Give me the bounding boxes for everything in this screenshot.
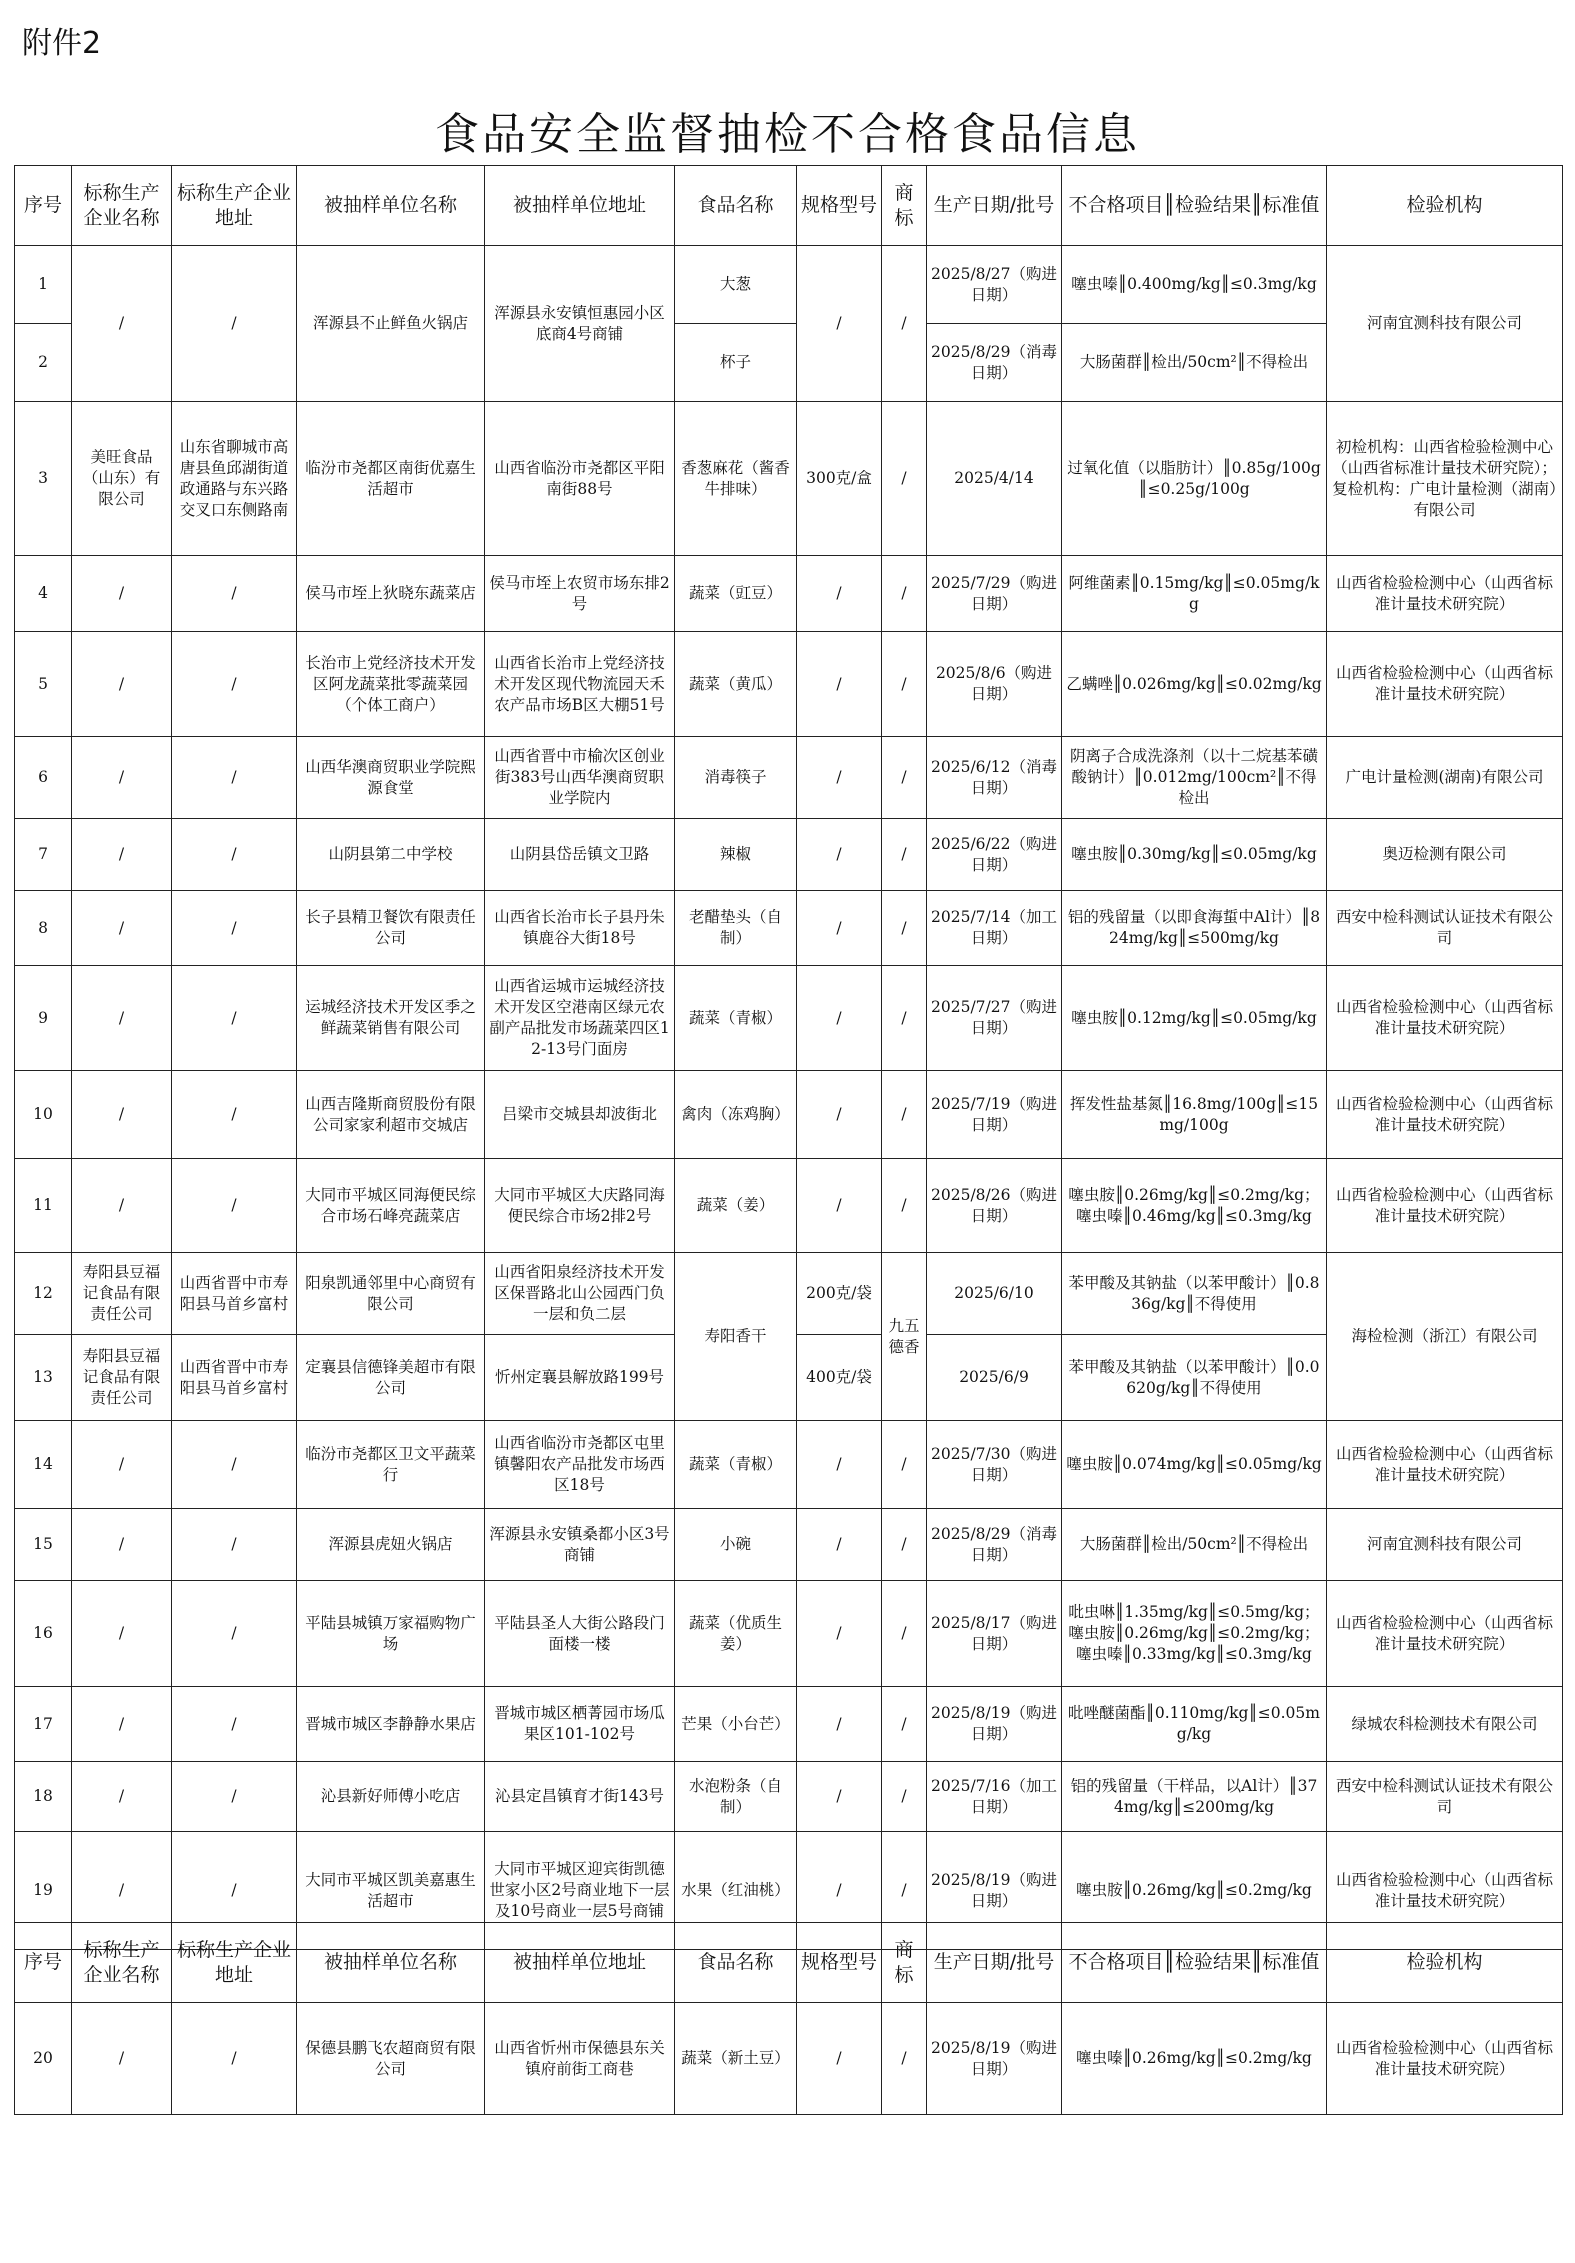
item-cell: 噻虫胺║0.12mg/kg║≤0.05mg/kg: [1062, 966, 1327, 1071]
company-addr-cell: /: [172, 1832, 297, 1950]
header-cell: 商标: [882, 1923, 927, 2003]
food-cell: 消毒筷子: [675, 737, 797, 819]
company-addr-cell: /: [172, 2003, 297, 2115]
table-row: [15, 1071, 1563, 1159]
food-cell: 蔬菜（新土豆）: [675, 2003, 797, 2115]
item-cell: 过氧化值（以脂肪计）║0.85g/100g║≤0.25g/100g: [1062, 402, 1327, 556]
brand-cell: /: [882, 1421, 927, 1509]
date-cell: 2025/6/12（消毒日期）: [927, 737, 1062, 819]
unit-cell: 大同市平城区凯美嘉惠生活超市: [297, 1832, 485, 1950]
unit-cell: 临汾市尧都区南街优嘉生活超市: [297, 402, 485, 556]
lab-cell: 山西省检验检测中心（山西省标准计量技术研究院）: [1327, 1832, 1563, 1950]
company-cell: /: [72, 2003, 172, 2115]
row-no: 15: [15, 1509, 72, 1581]
brand-cell: /: [882, 1762, 927, 1832]
item-cell: 铝的残留量（干样品，以Al计）║374mg/kg║≤200mg/kg: [1062, 1762, 1327, 1832]
item-cell: 噻虫嗪║0.26mg/kg║≤0.2mg/kg: [1062, 2003, 1327, 2115]
company-addr-cell: 山西省晋中市寿阳县马首乡富村: [172, 1335, 297, 1421]
header-cell: 标称生产企业名称: [72, 1923, 172, 2003]
header-cell: 标称生产企业地址: [172, 1923, 297, 2003]
date-cell: 2025/8/19（购进日期）: [927, 1687, 1062, 1762]
header-cell: 食品名称: [675, 1923, 797, 2003]
unit-addr-cell: 大同市平城区大庆路同海便民综合市场2排2号: [485, 1159, 675, 1253]
food-cell: 蔬菜（豇豆）: [675, 556, 797, 632]
unit-cell: 阳泉凯通邻里中心商贸有限公司: [297, 1253, 485, 1335]
company-cell: /: [72, 819, 172, 891]
date-cell: 2025/8/17（购进日期）: [927, 1581, 1062, 1687]
company-cell: /: [72, 1762, 172, 1832]
unit-cell: 定襄县信德锋美超市有限公司: [297, 1335, 485, 1421]
header-cell: 序号: [15, 166, 72, 246]
company-cell: /: [72, 1071, 172, 1159]
table-row: [15, 819, 1563, 891]
item-cell: 噻虫胺║0.26mg/kg║≤0.2mg/kg: [1062, 1832, 1327, 1950]
row-no: 1: [15, 246, 72, 324]
unit-cell: 侯马市垤上狄晓东蔬菜店: [297, 556, 485, 632]
company-addr-cell: /: [172, 1071, 297, 1159]
table-row: [15, 737, 1563, 819]
header-cell: 规格型号: [797, 166, 882, 246]
spec-cell: /: [797, 632, 882, 737]
company-addr-cell: /: [172, 632, 297, 737]
inspection-table-continued: [14, 1922, 1563, 2115]
header-cell: 规格型号: [797, 1923, 882, 2003]
company-cell: /: [72, 1421, 172, 1509]
unit-addr-cell: 吕梁市交城县却波街北: [485, 1071, 675, 1159]
item-cell: 噻虫嗪║0.400mg/kg║≤0.3mg/kg: [1062, 246, 1327, 324]
table-row: [15, 1687, 1563, 1762]
unit-cell: 长子县精卫餐饮有限责任公司: [297, 891, 485, 966]
item-cell: 吡唑醚菌酯║0.110mg/kg║≤0.05mg/kg: [1062, 1687, 1327, 1762]
unit-addr-cell: 山西省临汾市尧都区平阳南街88号: [485, 402, 675, 556]
unit-addr-cell: 沁县定昌镇育才街143号: [485, 1762, 675, 1832]
lab-cell: 河南宜测科技有限公司: [1327, 1509, 1563, 1581]
food-cell: 水果（红油桃）: [675, 1832, 797, 1950]
date-cell: 2025/8/29（消毒日期）: [927, 324, 1062, 402]
row-no: 18: [15, 1762, 72, 1832]
brand-cell: /: [882, 1832, 927, 1950]
spec-cell: /: [797, 246, 882, 402]
page-title: 食品安全监督抽检不合格食品信息: [435, 109, 1140, 160]
row-no: 11: [15, 1159, 72, 1253]
unit-addr-cell: 浑源县永安镇桑都小区3号商铺: [485, 1509, 675, 1581]
brand-cell: /: [882, 2003, 927, 2115]
company-addr-cell: /: [172, 966, 297, 1071]
date-cell: 2025/7/27（购进日期）: [927, 966, 1062, 1071]
spec-cell: 400克/袋: [797, 1335, 882, 1421]
spec-cell: /: [797, 1071, 882, 1159]
lab-cell: 西安中检科测试认证技术有限公司: [1327, 1762, 1563, 1832]
item-cell: 铝的残留量（以即食海蜇中Al计）║824mg/kg║≤500mg/kg: [1062, 891, 1327, 966]
food-cell: 老醋垫头（自制）: [675, 891, 797, 966]
lab-cell: 山西省检验检测中心（山西省标准计量技术研究院）: [1327, 1071, 1563, 1159]
lab-cell: 初检机构：山西省检验检测中心（山西省标准计量技术研究院）；复检机构：广电计量检测（湖南）有限公司: [1327, 402, 1563, 556]
attachment-label: 附件2: [22, 26, 102, 61]
lab-cell: 山西省检验检测中心（山西省标准计量技术研究院）: [1327, 2003, 1563, 2115]
brand-cell: /: [882, 1159, 927, 1253]
company-cell: /: [72, 246, 172, 402]
unit-cell: 平陆县城镇万家福购物广场: [297, 1581, 485, 1687]
table-row: [15, 966, 1563, 1071]
company-addr-cell: /: [172, 1421, 297, 1509]
header-cell: 被抽样单位名称: [297, 166, 485, 246]
date-cell: 2025/8/19（购进日期）: [927, 1832, 1062, 1950]
company-cell: /: [72, 1509, 172, 1581]
row-no: 2: [15, 324, 72, 402]
unit-addr-cell: 大同市平城区迎宾街凯德世家小区2号商业地下一层及10号商业一层5号商铺: [485, 1832, 675, 1950]
date-cell: 2025/6/22（购进日期）: [927, 819, 1062, 891]
company-addr-cell: 山西省晋中市寿阳县马首乡富村: [172, 1253, 297, 1335]
company-cell: /: [72, 1832, 172, 1950]
unit-cell: 山西吉隆斯商贸股份有限公司家家利超市交城店: [297, 1071, 485, 1159]
row-no: 19: [15, 1832, 72, 1950]
food-cell: 蔬菜（姜）: [675, 1159, 797, 1253]
row-no: 16: [15, 1581, 72, 1687]
table-row: [15, 2003, 1563, 2115]
spec-cell: /: [797, 1762, 882, 1832]
company-cell: /: [72, 737, 172, 819]
unit-addr-cell: 浑源县永安镇恒惠园小区底商4号商铺: [485, 246, 675, 402]
spec-cell: /: [797, 1687, 882, 1762]
lab-cell: 山西省检验检测中心（山西省标准计量技术研究院）: [1327, 632, 1563, 737]
item-cell: 大肠菌群║检出/50cm²║不得检出: [1062, 324, 1327, 402]
company-addr-cell: /: [172, 556, 297, 632]
unit-addr-cell: 山西省长治市长子县丹朱镇鹿谷大街18号: [485, 891, 675, 966]
date-cell: 2025/7/19（购进日期）: [927, 1071, 1062, 1159]
row-no: 5: [15, 632, 72, 737]
table-row: [15, 246, 1563, 324]
unit-cell: 运城经济技术开发区季之鲜蔬菜销售有限公司: [297, 966, 485, 1071]
spec-cell: /: [797, 891, 882, 966]
item-cell: 苯甲酸及其钠盐（以苯甲酸计）║0.0620g/kg║不得使用: [1062, 1335, 1327, 1421]
date-cell: 2025/7/14（加工日期）: [927, 891, 1062, 966]
table-row: [15, 1421, 1563, 1509]
company-cell: /: [72, 556, 172, 632]
item-cell: 苯甲酸及其钠盐（以苯甲酸计）║0.836g/kg║不得使用: [1062, 1253, 1327, 1335]
lab-cell: 山西省检验检测中心（山西省标准计量技术研究院）: [1327, 1159, 1563, 1253]
brand-cell: /: [882, 402, 927, 556]
company-addr-cell: /: [172, 819, 297, 891]
table-row: [15, 1159, 1563, 1253]
lab-cell: 广电计量检测(湖南)有限公司: [1327, 737, 1563, 819]
food-cell: 杯子: [675, 324, 797, 402]
row-no: 13: [15, 1335, 72, 1421]
unit-cell: 山西华澳商贸职业学院熙源食堂: [297, 737, 485, 819]
brand-cell: /: [882, 1581, 927, 1687]
spec-cell: /: [797, 1581, 882, 1687]
table-row: [15, 556, 1563, 632]
item-cell: 噻虫胺║0.30mg/kg║≤0.05mg/kg: [1062, 819, 1327, 891]
food-cell: 蔬菜（黄瓜）: [675, 632, 797, 737]
header-cell: 标称生产企业名称: [72, 166, 172, 246]
company-cell: /: [72, 1581, 172, 1687]
brand-cell: 九五德香: [882, 1253, 927, 1421]
date-cell: 2025/7/16（加工日期）: [927, 1762, 1062, 1832]
lab-cell: 河南宜测科技有限公司: [1327, 246, 1563, 402]
table-row: [15, 1253, 1563, 1335]
date-cell: 2025/6/9: [927, 1335, 1062, 1421]
header-cell: 检验机构: [1327, 1923, 1563, 2003]
item-cell: 大肠菌群║检出/50cm²║不得检出: [1062, 1509, 1327, 1581]
date-cell: 2025/8/26（购进日期）: [927, 1159, 1062, 1253]
unit-cell: 浑源县不止鲜鱼火锅店: [297, 246, 485, 402]
unit-cell: 沁县新好师傅小吃店: [297, 1762, 485, 1832]
item-cell: 挥发性盐基氮║16.8mg/100g║≤15mg/100g: [1062, 1071, 1327, 1159]
spec-cell: /: [797, 1509, 882, 1581]
spec-cell: /: [797, 966, 882, 1071]
company-addr-cell: /: [172, 891, 297, 966]
unit-addr-cell: 平陆县圣人大街公路段门面楼一楼: [485, 1581, 675, 1687]
spec-cell: /: [797, 556, 882, 632]
item-cell: 乙螨唑║0.026mg/kg║≤0.02mg/kg: [1062, 632, 1327, 737]
header-cell: 生产日期/批号: [927, 1923, 1062, 2003]
brand-cell: /: [882, 246, 927, 402]
date-cell: 2025/4/14: [927, 402, 1062, 556]
spec-cell: /: [797, 1832, 882, 1950]
unit-addr-cell: 山西省阳泉经济技术开发区保晋路北山公园西门负一层和负二层: [485, 1253, 675, 1335]
date-cell: 2025/7/29（购进日期）: [927, 556, 1062, 632]
table-row: [15, 1509, 1563, 1581]
food-cell: 寿阳香干: [675, 1253, 797, 1421]
unit-addr-cell: 山西省晋中市榆次区创业街383号山西华澳商贸职业学院内: [485, 737, 675, 819]
unit-cell: 保德县鹏飞农超商贸有限公司: [297, 2003, 485, 2115]
date-cell: 2025/6/10: [927, 1253, 1062, 1335]
brand-cell: /: [882, 632, 927, 737]
company-cell: 寿阳县豆福记食品有限责任公司: [72, 1335, 172, 1421]
brand-cell: /: [882, 966, 927, 1071]
company-addr-cell: /: [172, 1509, 297, 1581]
item-cell: 阴离子合成洗涤剂（以十二烷基苯磺酸钠计）║0.012mg/100cm²║不得检出: [1062, 737, 1327, 819]
company-cell: 寿阳县豆福记食品有限责任公司: [72, 1253, 172, 1335]
row-no: 4: [15, 556, 72, 632]
unit-cell: 山阴县第二中学校: [297, 819, 485, 891]
unit-addr-cell: 山西省运城市运城经济技术开发区空港南区绿元农副产品批发市场蔬菜四区12-13号门面房: [485, 966, 675, 1071]
spec-cell: /: [797, 1421, 882, 1509]
food-cell: 辣椒: [675, 819, 797, 891]
brand-cell: /: [882, 556, 927, 632]
table-row: [15, 1581, 1563, 1687]
unit-addr-cell: 山西省长治市上党经济技术开发区现代物流园天禾农产品市场B区大棚51号: [485, 632, 675, 737]
table-header-row: [15, 166, 1563, 246]
food-cell: 香葱麻花（酱香牛排味）: [675, 402, 797, 556]
date-cell: 2025/8/19（购进日期）: [927, 2003, 1062, 2115]
company-cell: /: [72, 891, 172, 966]
table-row: [15, 891, 1563, 966]
company-cell: /: [72, 632, 172, 737]
date-cell: 2025/8/27（购进日期）: [927, 246, 1062, 324]
date-cell: 2025/7/30（购进日期）: [927, 1421, 1062, 1509]
unit-cell: 临汾市尧都区卫文平蔬菜行: [297, 1421, 485, 1509]
header-cell: 标称生产企业地址: [172, 166, 297, 246]
header-cell: 不合格项目║检验结果║标准值: [1062, 1923, 1327, 2003]
food-cell: 水泡粉条（自制）: [675, 1762, 797, 1832]
food-cell: 大葱: [675, 246, 797, 324]
lab-cell: 绿城农科检测技术有限公司: [1327, 1687, 1563, 1762]
company-addr-cell: /: [172, 1581, 297, 1687]
item-cell: 噻虫胺║0.074mg/kg║≤0.05mg/kg: [1062, 1421, 1327, 1509]
unit-addr-cell: 山西省临汾市尧都区屯里镇馨阳农产品批发市场西区18号: [485, 1421, 675, 1509]
spec-cell: /: [797, 737, 882, 819]
header-cell: 被抽样单位地址: [485, 1923, 675, 2003]
lab-cell: 西安中检科测试认证技术有限公司: [1327, 891, 1563, 966]
table-row: [15, 632, 1563, 737]
row-no: 3: [15, 402, 72, 556]
company-cell: /: [72, 1687, 172, 1762]
company-cell: /: [72, 1159, 172, 1253]
spec-cell: /: [797, 1159, 882, 1253]
spec-cell: 300克/盒: [797, 402, 882, 556]
unit-addr-cell: 晋城市城区栖菁园市场瓜果区101-102号: [485, 1687, 675, 1762]
food-cell: 蔬菜（青椒）: [675, 1421, 797, 1509]
table-header-row: [15, 1923, 1563, 2003]
header-cell: 不合格项目║检验结果║标准值: [1062, 166, 1327, 246]
brand-cell: /: [882, 819, 927, 891]
company-addr-cell: /: [172, 737, 297, 819]
row-no: 10: [15, 1071, 72, 1159]
spec-cell: /: [797, 819, 882, 891]
lab-cell: 山西省检验检测中心（山西省标准计量技术研究院）: [1327, 1421, 1563, 1509]
date-cell: 2025/8/29（消毒日期）: [927, 1509, 1062, 1581]
item-cell: 吡虫啉║1.35mg/kg║≤0.5mg/kg；噻虫胺║0.26mg/kg║≤0.2mg/kg；噻虫嗪║0.33mg/kg║≤0.3mg/kg: [1062, 1581, 1327, 1687]
row-no: 7: [15, 819, 72, 891]
header-cell: 被抽样单位地址: [485, 166, 675, 246]
brand-cell: /: [882, 1071, 927, 1159]
company-addr-cell: /: [172, 1687, 297, 1762]
brand-cell: /: [882, 737, 927, 819]
unit-cell: 大同市平城区同海便民综合市场石峰亮蔬菜店: [297, 1159, 485, 1253]
spec-cell: 200克/袋: [797, 1253, 882, 1335]
food-cell: 蔬菜（优质生姜）: [675, 1581, 797, 1687]
row-no: 17: [15, 1687, 72, 1762]
company-addr-cell: /: [172, 1762, 297, 1832]
lab-cell: 奥迈检测有限公司: [1327, 819, 1563, 891]
header-cell: 商标: [882, 166, 927, 246]
row-no: 20: [15, 2003, 72, 2115]
unit-addr-cell: 山西省忻州市保德县东关镇府前街工商巷: [485, 2003, 675, 2115]
inspection-table: [14, 165, 1563, 1950]
food-cell: 小碗: [675, 1509, 797, 1581]
header-cell: 食品名称: [675, 166, 797, 246]
company-cell: 美旺食品（山东）有限公司: [72, 402, 172, 556]
date-cell: 2025/8/6（购进日期）: [927, 632, 1062, 737]
table-row: [15, 1762, 1563, 1832]
spec-cell: /: [797, 2003, 882, 2115]
brand-cell: /: [882, 1687, 927, 1762]
lab-cell: 山西省检验检测中心（山西省标准计量技术研究院）: [1327, 556, 1563, 632]
header-cell: 序号: [15, 1923, 72, 2003]
food-cell: 蔬菜（青椒）: [675, 966, 797, 1071]
brand-cell: /: [882, 1509, 927, 1581]
row-no: 9: [15, 966, 72, 1071]
unit-cell: 晋城市城区李静静水果店: [297, 1687, 485, 1762]
unit-cell: 浑源县虎妞火锅店: [297, 1509, 485, 1581]
item-cell: 阿维菌素║0.15mg/kg║≤0.05mg/kg: [1062, 556, 1327, 632]
company-addr-cell: /: [172, 246, 297, 402]
lab-cell: 山西省检验检测中心（山西省标准计量技术研究院）: [1327, 1581, 1563, 1687]
row-no: 8: [15, 891, 72, 966]
lab-cell: 海检检测（浙江）有限公司: [1327, 1253, 1563, 1421]
unit-addr-cell: 山阴县岱岳镇文卫路: [485, 819, 675, 891]
company-cell: /: [72, 966, 172, 1071]
food-cell: 芒果（小台芒）: [675, 1687, 797, 1762]
company-addr-cell: 山东省聊城市高唐县鱼邱湖街道政通路与东兴路交叉口东侧路南: [172, 402, 297, 556]
unit-cell: 长治市上党经济技术开发区阿龙蔬菜批零蔬菜园（个体工商户）: [297, 632, 485, 737]
row-no: 12: [15, 1253, 72, 1335]
food-cell: 禽肉（冻鸡胸）: [675, 1071, 797, 1159]
company-addr-cell: /: [172, 1159, 297, 1253]
unit-addr-cell: 侯马市垤上农贸市场东排2号: [485, 556, 675, 632]
brand-cell: /: [882, 891, 927, 966]
unit-addr-cell: 忻州定襄县解放路199号: [485, 1335, 675, 1421]
header-cell: 生产日期/批号: [927, 166, 1062, 246]
header-cell: 检验机构: [1327, 166, 1563, 246]
lab-cell: 山西省检验检测中心（山西省标准计量技术研究院）: [1327, 966, 1563, 1071]
row-no: 6: [15, 737, 72, 819]
table-row: [15, 402, 1563, 556]
header-cell: 被抽样单位名称: [297, 1923, 485, 2003]
row-no: 14: [15, 1421, 72, 1509]
item-cell: 噻虫胺║0.26mg/kg║≤0.2mg/kg；噻虫嗪║0.46mg/kg║≤0.3mg/kg: [1062, 1159, 1327, 1253]
